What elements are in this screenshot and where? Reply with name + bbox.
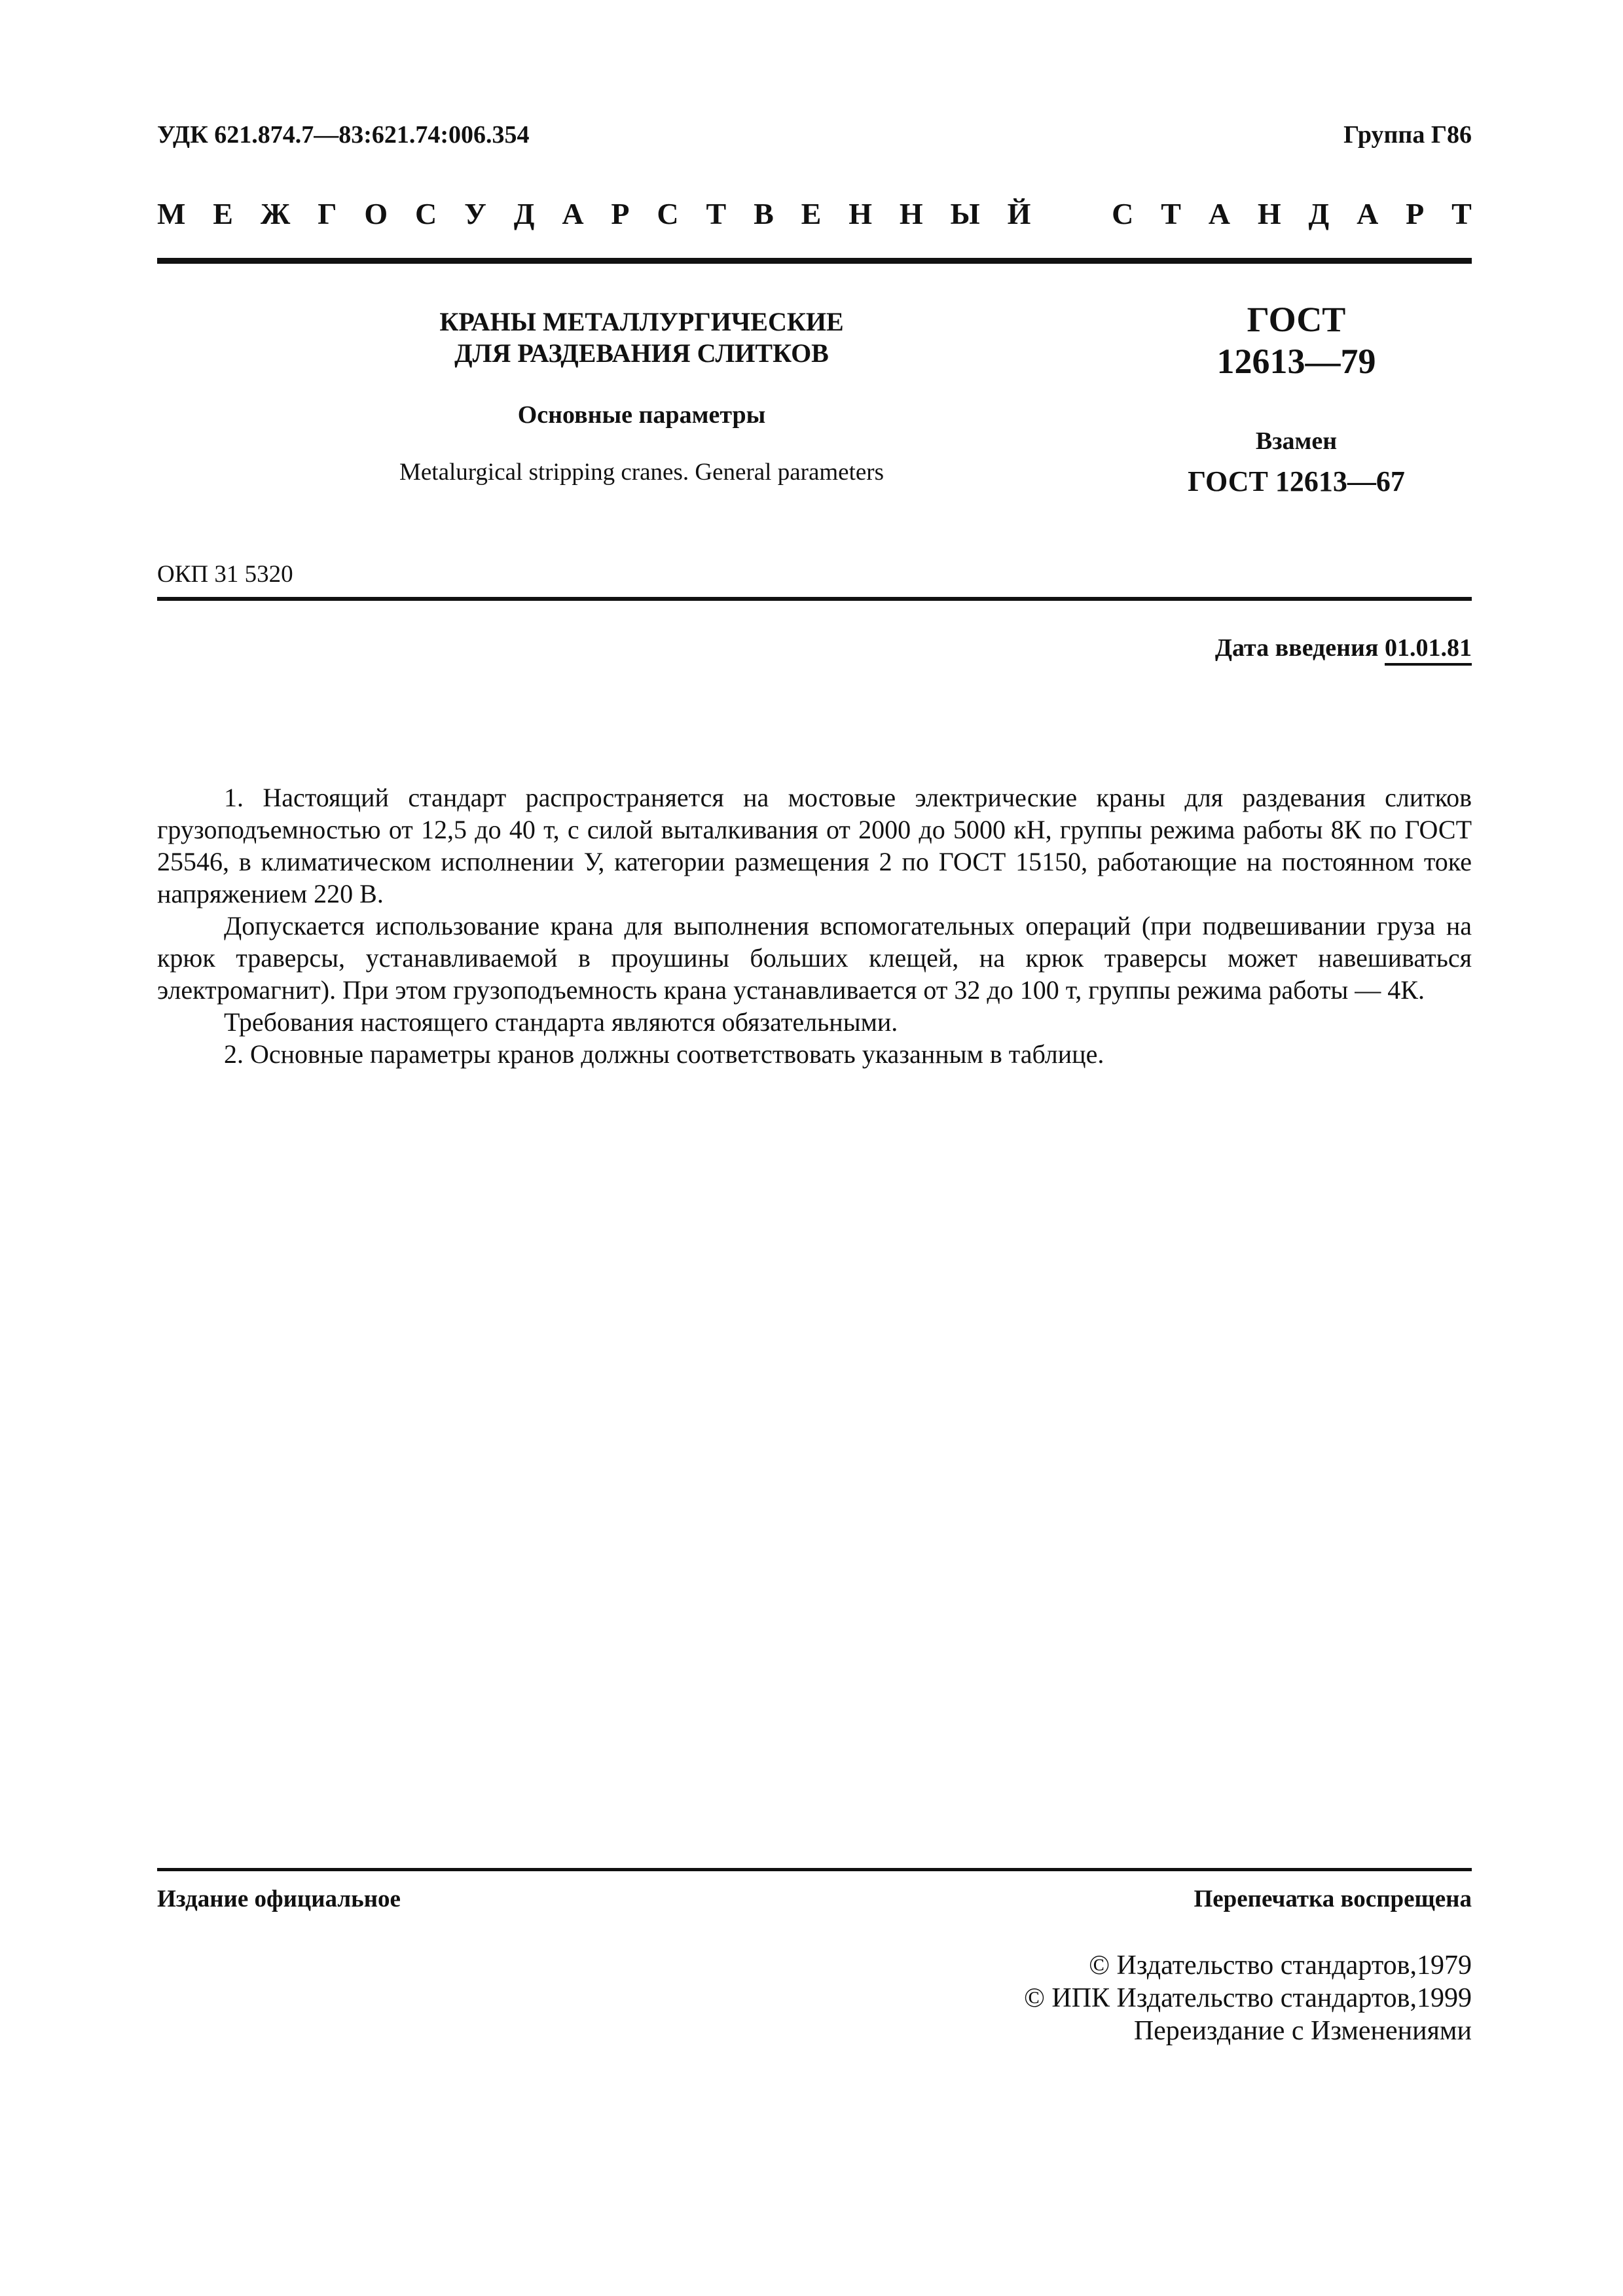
banner-letter: Т [706, 197, 727, 230]
paragraph: 2. Основные параметры кранов должны соответствовать указанным в таблице. [224, 1039, 1104, 1069]
reprint-prohibited-note: Перепечатка воспрещена [1194, 1886, 1472, 1912]
document-subtitle: Основные параметры [517, 401, 766, 429]
banner-letter: Ы [950, 197, 980, 230]
interstate-standard-banner [157, 196, 1472, 231]
banner-letter: О [364, 197, 388, 230]
banner-letter: А [1208, 197, 1230, 230]
paragraph: 1. Настоящий стандарт распространяется на мостовые электрические краны для раздевания слитков грузоподъемностью от 12,5 до 40 т, с силой выталкивания от 2000 до 5000 кН, группы режима работы 8К по ГОСТ 25546, в климатическом исполнении У, категории размещения 2 по ГОСТ 15150, работающие на постоянном токе напряжением 220 В. [157, 783, 1472, 908]
english-title: Metalurgical stripping cranes. General parameters [399, 459, 884, 486]
okp-code: ОКП 31 5320 [157, 561, 293, 588]
banner-letter: Р [611, 197, 630, 230]
banner-letter: Ж [260, 197, 291, 230]
banner-letter: В [754, 197, 774, 230]
gost-label: ГОСТ [1247, 300, 1346, 339]
banner-letter: С [1112, 197, 1134, 230]
title-line-2: ДЛЯ РАЗДЕВАНИЯ СЛИТКОВ [454, 338, 829, 368]
replaces-label: Взамен [1255, 427, 1338, 455]
banner-letter: Д [1308, 197, 1330, 230]
section-divider [157, 597, 1472, 601]
banner-letter: Е [213, 197, 233, 230]
copyright-block [1024, 1949, 1472, 2047]
header-divider [157, 258, 1472, 264]
introduction-date-label: Дата введения [1214, 634, 1379, 662]
group-code: Группа Г86 [1343, 121, 1472, 149]
copyright-line-1: © Издательство стандартов,1979 [1089, 1950, 1472, 1981]
banner-letter: Р [1406, 197, 1425, 230]
banner-letter: М [157, 197, 186, 230]
introduction-date [1215, 634, 1472, 662]
banner-letter: Е [801, 197, 822, 230]
document-title [340, 306, 943, 369]
banner-letter: Й [1007, 197, 1031, 230]
official-edition-note: Издание официальное [157, 1886, 401, 1912]
footer-divider [157, 1868, 1472, 1871]
gost-number: 12613—79 [1216, 342, 1376, 381]
gost-designation [1152, 298, 1440, 382]
banner-letter: У [464, 197, 486, 230]
introduction-date-value: 01.01.81 [1385, 634, 1472, 666]
paragraph: Требования настоящего стандарта являются обязательными. [224, 1007, 898, 1037]
banner-letter: Н [899, 197, 923, 230]
paragraph: Допускается использование крана для выполнения вспомогательных операций (при подвешивании груза на крюк траверсы, устанавливаемой в проушины больших клещей, на крюк траверсы может навешиваться электромагнит). При этом грузоподъемность крана устанавливается от 32 до 100 т, группы режима работы — 4К. [157, 911, 1472, 1005]
banner-letter: Т [1161, 197, 1181, 230]
banner-letter: А [562, 197, 584, 230]
body-text [157, 781, 1472, 1070]
replaces-value: ГОСТ 12613—67 [1188, 465, 1405, 497]
banner-letter: Г [318, 197, 337, 230]
udk-code: УДК 621.874.7—83:621.74:006.354 [157, 121, 530, 149]
banner-letter: Н [848, 197, 872, 230]
banner-letter: Д [513, 197, 535, 230]
banner-letter: С [657, 197, 679, 230]
title-line-1: КРАНЫ МЕТАЛЛУРГИЧЕСКИЕ [439, 307, 844, 336]
banner-letter: Т [1451, 197, 1472, 230]
banner-letter: Н [1257, 197, 1281, 230]
banner-word-gap [1058, 196, 1084, 231]
copyright-line-2: © ИПК Издательство стандартов,1999 [1023, 1983, 1472, 2013]
banner-letter: А [1357, 197, 1379, 230]
reissue-note: Переиздание с Изменениями [1133, 2016, 1472, 2046]
banner-letter: С [415, 197, 437, 230]
